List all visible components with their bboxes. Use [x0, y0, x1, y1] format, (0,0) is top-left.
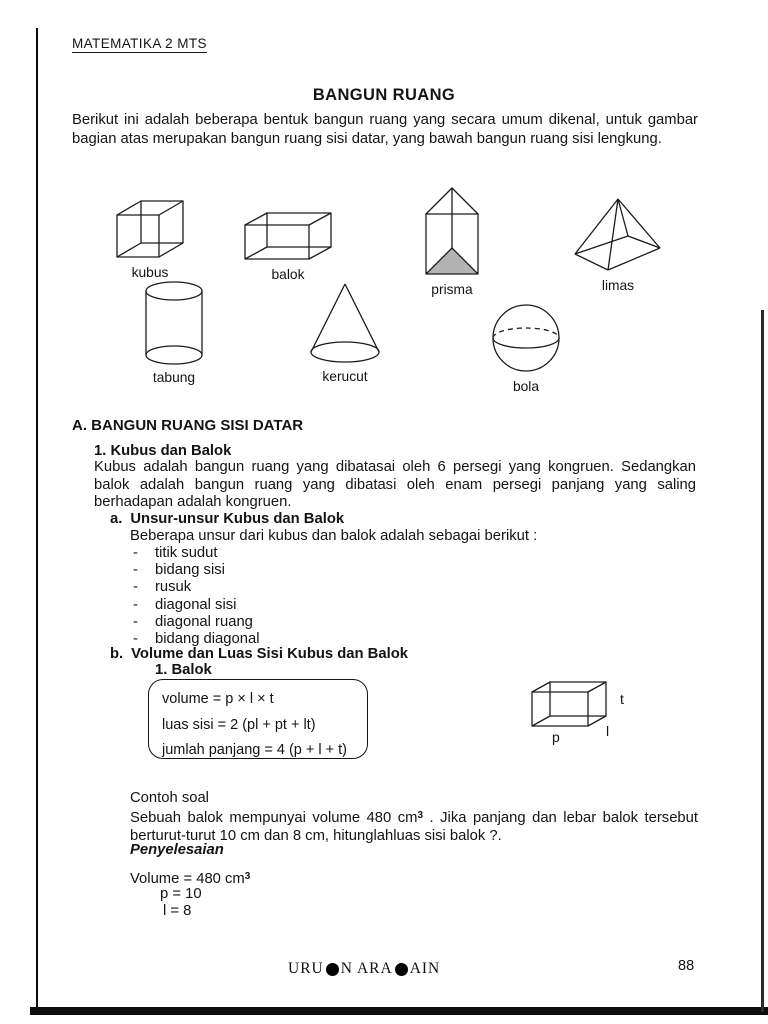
- problem-text: Sebuah balok mempunyai volume 480 cm: [130, 810, 418, 826]
- kubus-balok-body: Kubus adalah bangun ruang yang dibatasai oleh 6 persegi yang kongruen. Sedangkan balok adalah bangun ruang yang dibatasi oleh enam persegi panjang yang saling berhadapan adalah kongruen.: [94, 459, 696, 510]
- list-item: [133, 597, 260, 614]
- page-border-left: [36, 28, 38, 1014]
- bola-label: bola: [512, 379, 540, 394]
- list-item: [133, 579, 260, 596]
- list-item-label: titik sudut: [155, 545, 218, 561]
- balok-dimensions-diagram: [530, 678, 615, 730]
- intro-paragraph: Berikut ini adalah beberapa bentuk bangun ruang yang secara umum dikenal, untuk gambar bagian atas merupakan bangun ruang sisi datar, yang bawah bangun ruang sisi lengkung.: [72, 112, 698, 147]
- height-label: t: [620, 691, 624, 707]
- solution-l-line: l = 8: [163, 903, 192, 919]
- page-border-bottom: [30, 1007, 768, 1015]
- figure-kubus: [104, 197, 196, 280]
- figure-limas: [568, 196, 668, 293]
- bola-diagram: [489, 303, 563, 375]
- list-item: [133, 545, 260, 562]
- problem-text-cont: . Jika panjang dan lebar balok tersebut berturut-turut 10 cm dan 8 cm, hitunglahluas sisi balok ?.: [130, 810, 699, 844]
- tabung-label: tabung: [152, 370, 196, 385]
- kubus-balok-heading: 1. Kubus dan Balok: [94, 443, 232, 459]
- limas-label: limas: [601, 278, 635, 293]
- section-a-heading: A. BANGUN RUANG SISI DATAR: [72, 417, 304, 434]
- page-number: 88: [678, 958, 695, 974]
- contoh-heading: Contoh soal: [130, 790, 209, 806]
- problem-superscript: 3: [417, 810, 424, 821]
- watermark-text: AIN: [409, 960, 441, 977]
- watermark-text: URU: [288, 960, 324, 977]
- figure-balok: [238, 209, 338, 282]
- contoh-problem: [130, 807, 698, 845]
- unsur-heading: Unsur-unsur Kubus dan Balok: [130, 511, 345, 527]
- figure-bola: [486, 303, 566, 394]
- kubus-diagram: [111, 197, 189, 261]
- watermark-dot-icon: [326, 963, 339, 976]
- limas-diagram: [572, 196, 664, 274]
- unsur-list: [133, 545, 260, 648]
- kerucut-diagram: [308, 281, 382, 365]
- balok-label: balok: [271, 267, 305, 282]
- volume-superscript: 3: [244, 871, 251, 882]
- formula-luas-sisi: luas sisi = 2 (pl + pt + lt): [162, 716, 316, 733]
- list-bullet: -: [133, 562, 138, 579]
- list-bullet: -: [133, 579, 138, 596]
- list-bullet: -: [133, 596, 138, 613]
- page-border-right: [761, 310, 764, 1012]
- prisma-diagram: [420, 184, 484, 278]
- kerucut-label: kerucut: [322, 369, 368, 384]
- volume-value: Volume = 480 cm: [130, 871, 245, 887]
- width-label: l: [606, 723, 610, 739]
- formula-volume: volume = p × l × t: [162, 691, 274, 707]
- list-item-label: bidang sisi: [155, 562, 225, 579]
- volume-heading: Volume dan Luas Sisi Kubus dan Balok: [131, 646, 408, 662]
- course-header: [72, 36, 207, 51]
- watermark-text: N ARA: [340, 960, 393, 977]
- balok-diagram: [241, 209, 335, 263]
- figure-kerucut: [303, 281, 387, 384]
- unsur-letter: a.: [110, 511, 123, 527]
- unsur-intro: Beberapa unsur dari kubus dan balok adalah sebagai berikut :: [130, 528, 538, 544]
- figure-prisma: [412, 184, 492, 297]
- list-item-label: diagonal ruang: [155, 613, 253, 630]
- formula-jumlah-panjang: jumlah panjang = 4 (p + l + t): [162, 742, 347, 758]
- list-item-label: diagonal sisi: [155, 596, 237, 613]
- list-item: [133, 614, 260, 631]
- kubus-label: kubus: [131, 265, 169, 280]
- length-label: p: [552, 729, 560, 745]
- list-bullet: -: [133, 631, 138, 648]
- watermark: [288, 960, 440, 978]
- volume-heading-row: [110, 646, 408, 662]
- figure-tabung: [136, 280, 212, 385]
- volume-letter: b.: [110, 646, 124, 662]
- page-title: BANGUN RUANG: [312, 86, 456, 104]
- list-item: [133, 562, 260, 579]
- prisma-label: prisma: [431, 282, 473, 297]
- list-item-label: bidang diagonal: [155, 631, 260, 648]
- watermark-dot-icon: [395, 963, 408, 976]
- course-title: MATEMATIKA 2 MTS: [72, 36, 207, 51]
- formula-box: [148, 679, 368, 759]
- list-bullet: -: [133, 613, 138, 630]
- solution-heading: Penyelesaian: [130, 842, 224, 858]
- list-bullet: -: [133, 545, 138, 561]
- list-item-label: rusuk: [155, 579, 192, 596]
- solution-p-line: p = 10: [160, 886, 202, 902]
- balok-sub-heading: 1. Balok: [155, 662, 212, 678]
- unsur-heading-row: [110, 511, 344, 527]
- tabung-diagram: [143, 280, 205, 366]
